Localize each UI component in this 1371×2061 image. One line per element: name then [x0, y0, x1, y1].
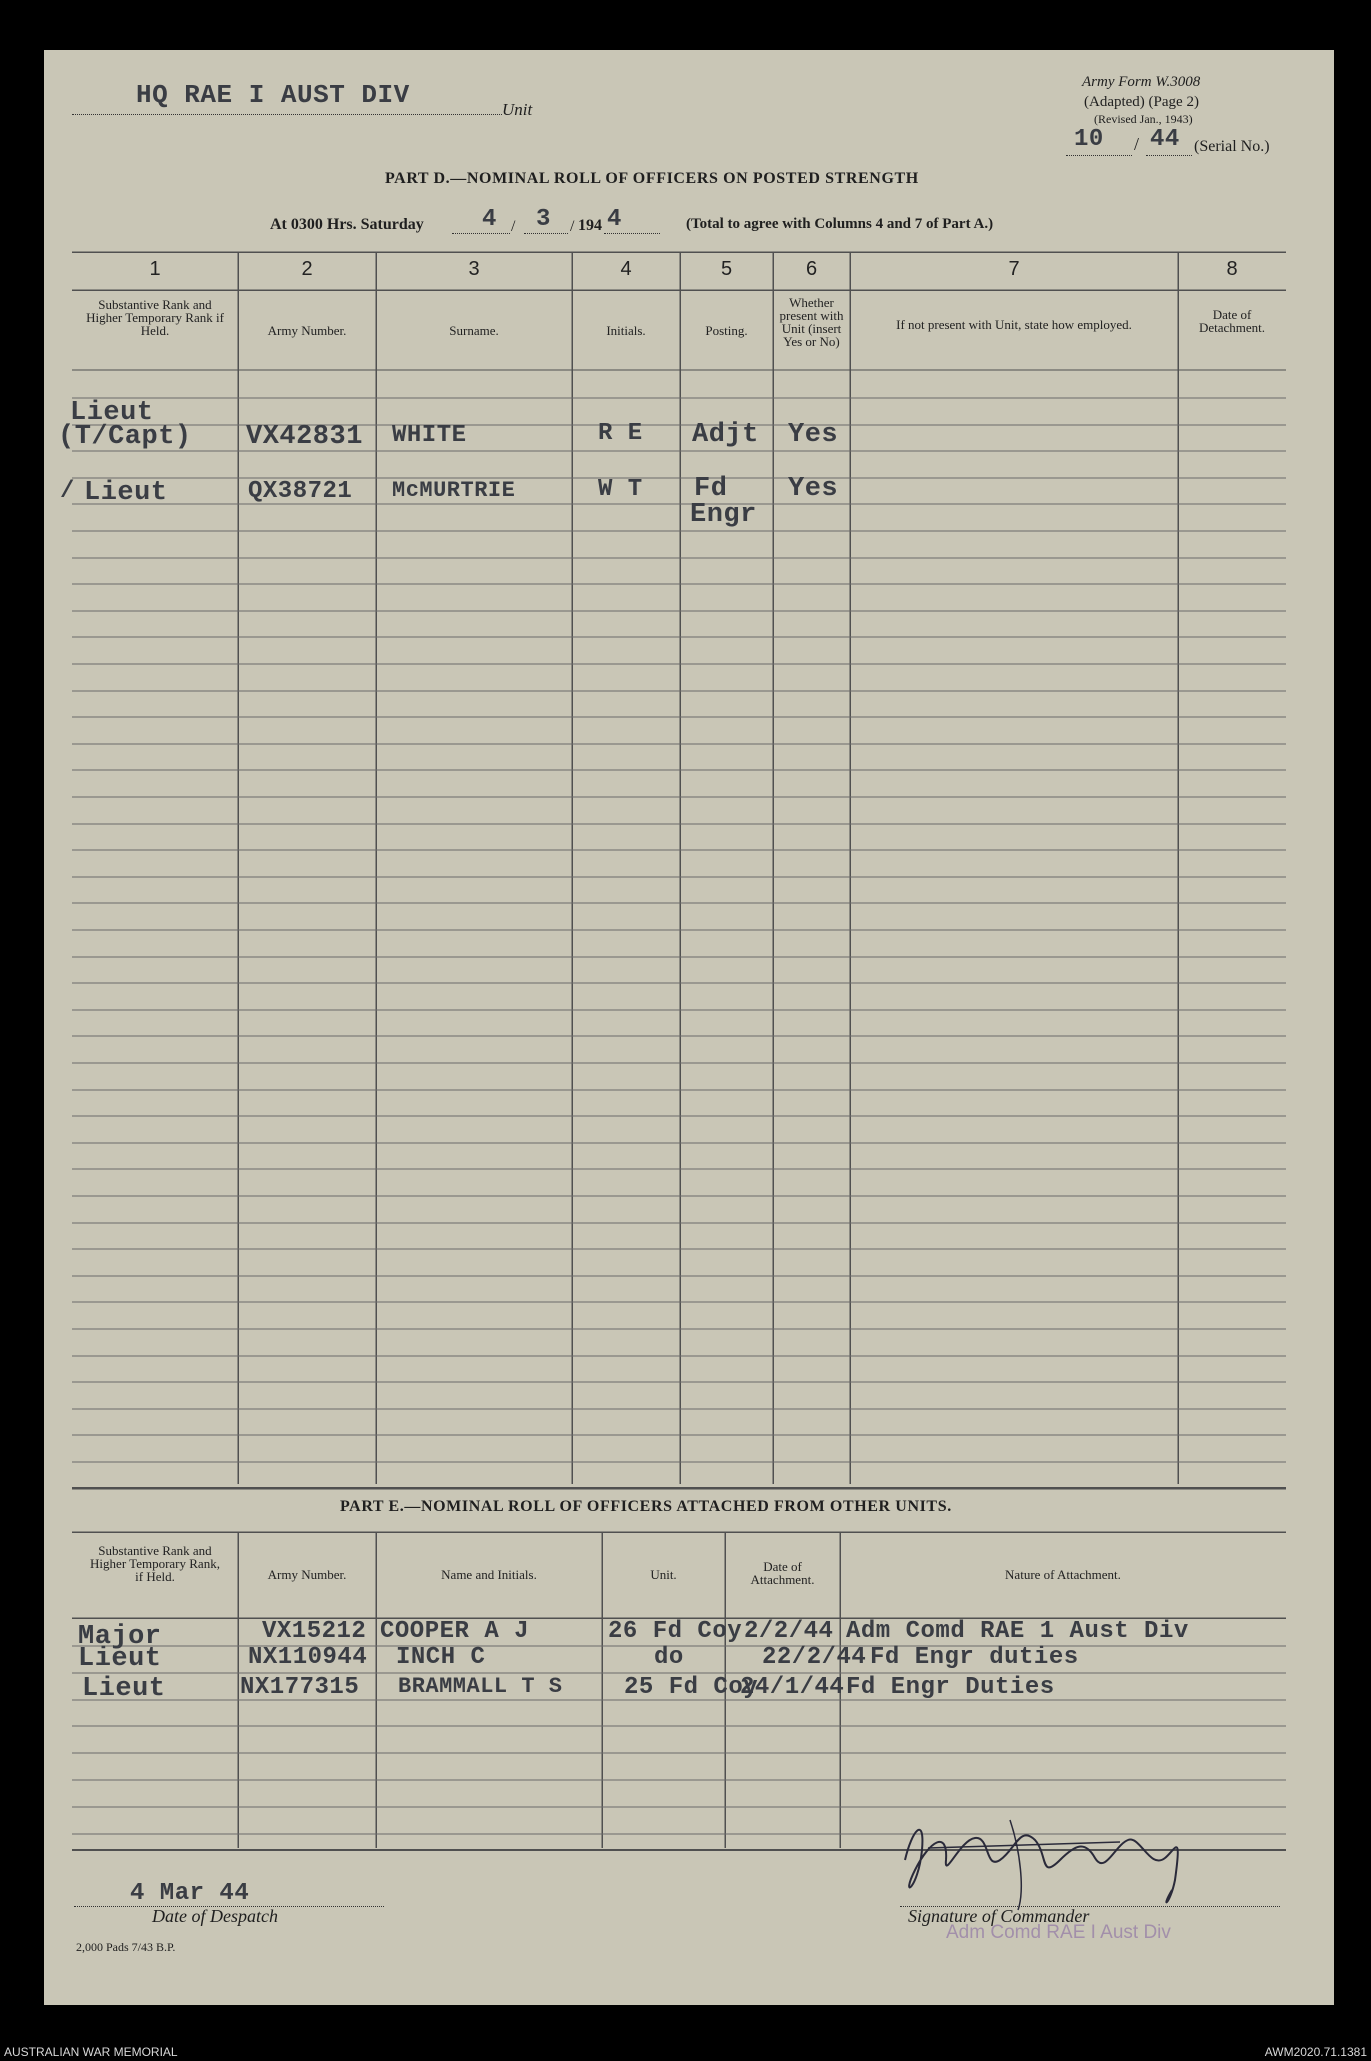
unit-value: HQ RAE I AUST DIV — [136, 80, 410, 110]
e-row2-army-number: NX110944 — [248, 1644, 368, 1671]
e-row2-date: 22/2/44 — [762, 1644, 867, 1671]
date-month: 3 — [536, 206, 551, 233]
e-row3-name: BRAMMALL T S — [398, 1674, 563, 1699]
row2-tick-mark: / — [60, 478, 75, 505]
part-e-column-header: Date of Attachment. — [750, 1559, 815, 1587]
column-number: 5 — [720, 258, 733, 280]
part-e-column-header: Name and Initials. — [441, 1567, 537, 1582]
row2-rank: Lieut — [84, 478, 168, 508]
column-number: 7 — [1008, 258, 1020, 280]
unit-label: Unit — [502, 100, 533, 119]
column-number: 1 — [149, 258, 161, 280]
row1-surname: WHITE — [392, 422, 467, 449]
serial-separator: / — [1134, 134, 1140, 154]
e-row1-name: COOPER A J — [380, 1618, 530, 1645]
part-d-title: PART D.—NOMINAL ROLL OF OFFICERS ON POSTED STRENGTH — [385, 170, 919, 187]
column-number: 3 — [468, 258, 480, 280]
date-year-digit: 4 — [607, 206, 622, 233]
date-sep-1: / — [511, 218, 516, 235]
e-row3-unit: 25 Fd Coy — [624, 1674, 759, 1701]
e-row2-nature: Fd Engr duties — [870, 1644, 1079, 1671]
e-row3-rank: Lieut — [82, 1674, 166, 1704]
row1-rank-line1: Lieut — [70, 398, 154, 428]
e-row3-date: 24/1/44 — [740, 1674, 845, 1701]
row2-present: Yes — [788, 474, 839, 504]
e-row2-unit: do — [654, 1644, 684, 1671]
column-number: 8 — [1226, 258, 1238, 280]
part-e-column-header: Substantive Rank and Higher Temporary Rank, if Held. — [90, 1543, 220, 1584]
part-e-column-header: Army Number. — [267, 1567, 347, 1582]
despatch-label: Date of Despatch — [152, 1906, 278, 1926]
column-number: 4 — [620, 258, 632, 280]
e-row3-nature: Fd Engr Duties — [846, 1674, 1055, 1701]
column-number: 2 — [301, 258, 313, 280]
part-d-column-header: Whether present with Unit (insert Yes or No) — [779, 295, 844, 349]
credit-right: AWM2020.71.1381 — [1264, 2045, 1367, 2059]
serial-label: (Serial No.) — [1194, 138, 1270, 155]
date-year-prefix: 194 — [578, 217, 602, 234]
part-e-title: PART E.—NOMINAL ROLL OF OFFICERS ATTACHED FROM OTHER UNITS. — [340, 1498, 952, 1515]
despatch-date-value: 4 Mar 44 — [130, 1880, 250, 1907]
part-d-column-header: Date of Detachment. — [1198, 307, 1266, 335]
row2-initials: W T — [598, 476, 643, 503]
part-d-column-header: Substantive Rank and Higher Temporary Rank if Held. — [86, 297, 224, 338]
serial-part-b: 44 — [1150, 126, 1180, 153]
part-d-column-header: If not present with Unit, state how employed. — [896, 317, 1132, 332]
total-note: (Total to agree with Columns 4 and 7 of Part A.) — [686, 216, 994, 232]
column-number: 6 — [805, 258, 818, 280]
serial-part-a: 10 — [1074, 126, 1104, 153]
row2-posting-line2: Engr — [690, 500, 757, 530]
row1-army-number: VX42831 — [246, 422, 363, 452]
at-hours-text: At 0300 Hrs. Saturday — [270, 216, 424, 233]
e-row2-rank: Lieut — [78, 1644, 162, 1674]
row1-present: Yes — [788, 420, 839, 450]
part-e-column-header: Nature of Attachment. — [1005, 1567, 1121, 1582]
part-d-column-header: Initials. — [606, 323, 646, 338]
credit-left: AUSTRALIAN WAR MEMORIAL — [4, 2045, 178, 2059]
date-day: 4 — [482, 206, 497, 233]
signature-label: Signature of Commander — [908, 1906, 1090, 1926]
e-row1-unit: 26 Fd Coy — [608, 1618, 743, 1645]
form-id-line2: (Adapted) (Page 2) — [1084, 94, 1199, 110]
e-row1-rank: Major — [78, 1622, 162, 1652]
row1-initials: R E — [598, 420, 643, 447]
e-row2-name: INCH C — [396, 1644, 486, 1671]
part-d-column-header: Posting. — [705, 323, 748, 338]
form-id-line1: Army Form W.3008 — [1082, 74, 1201, 90]
part-d-column-header: Army Number. — [267, 323, 347, 338]
form-id-line3: (Revised Jan., 1943) — [1094, 112, 1193, 126]
e-row1-date: 2/2/44 — [744, 1618, 834, 1645]
e-row1-nature: Adm Comd RAE 1 Aust Div — [846, 1618, 1189, 1645]
print-note: 2,000 Pads 7/43 B.P. — [76, 1940, 176, 1954]
row2-posting-line1: Fd — [694, 474, 728, 504]
part-e-column-header: Unit. — [650, 1567, 677, 1582]
row1-posting: Adjt — [692, 420, 759, 450]
row2-army-number: QX38721 — [248, 478, 353, 505]
date-sep-2: / — [570, 218, 575, 235]
part-d-column-header: Surname. — [449, 323, 499, 338]
officer-stamp: Adm Comd RAE I Aust Div — [946, 1922, 1171, 1943]
row2-surname: McMURTRIE — [392, 478, 516, 503]
e-row3-army-number: NX177315 — [240, 1674, 360, 1701]
e-row1-army-number: VX15212 — [262, 1618, 367, 1645]
row1-rank-line2: (T/Capt) — [58, 422, 192, 452]
